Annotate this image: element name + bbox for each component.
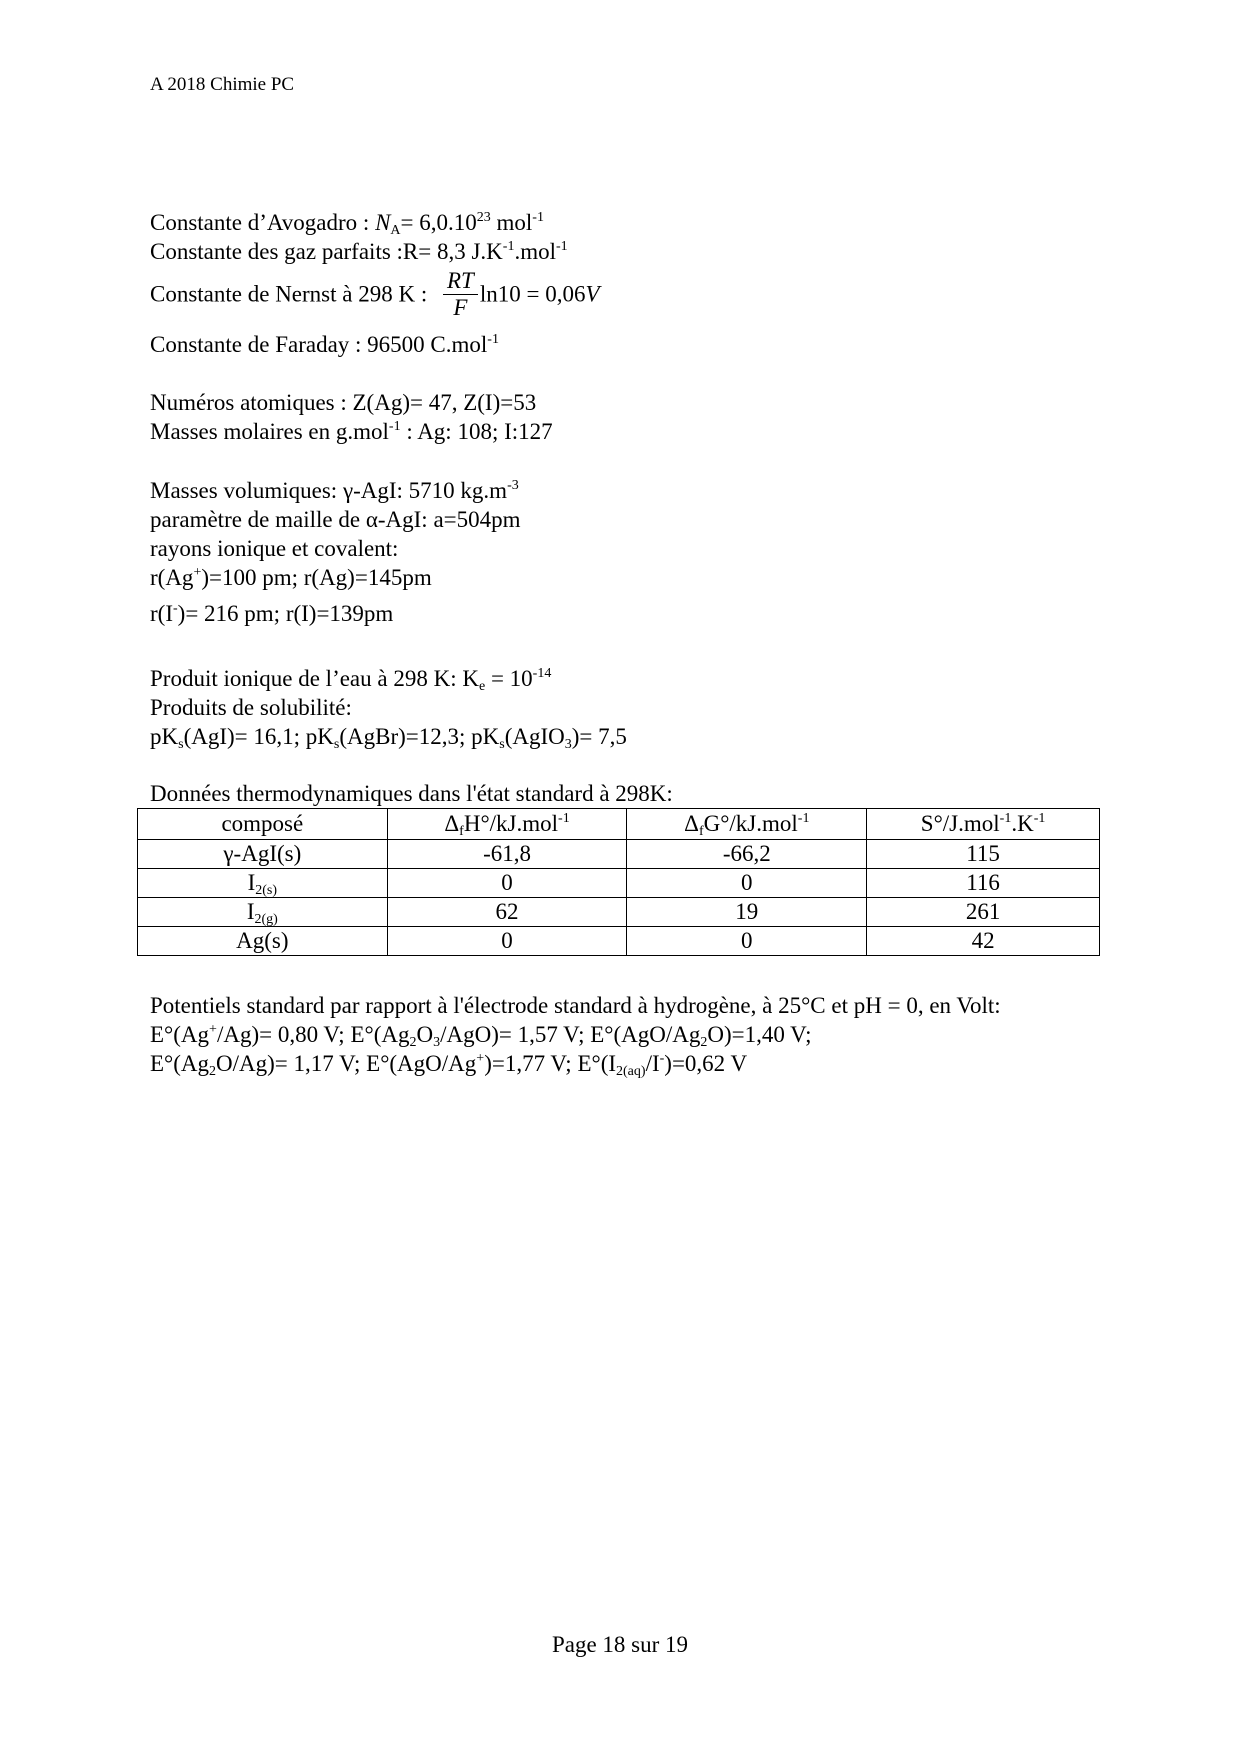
potentials-block (150, 991, 1001, 1078)
thermo-title: Données thermodynamiques dans l'état standard à 298K: (150, 781, 673, 806)
radii-i: r(I-)= 216 pm; r(I)=139pm (150, 601, 394, 626)
pks-values: $pK_s(AgI)= 16,1$; $pK_s(AgBr)=12,3$; $pK_s(AgIO_3)= 7,5$ (150, 724, 627, 752)
cell-gibbs: 0 (627, 869, 867, 898)
cell-entropy: 116 (867, 869, 1100, 898)
cell-enthalpy: 0 (387, 927, 627, 956)
atomic-block (150, 388, 553, 446)
constants-block (150, 208, 568, 266)
structure-block (150, 476, 521, 628)
potentials-title: Potentiels standard par rapport à l'électrode standard à hydrogène, à 25°C et pH = 0, en Volt: (150, 993, 1001, 1018)
table-row (138, 840, 1100, 869)
header-gibbs: $\Delta_fG^\circ/kJ.mol^{-1}$ (627, 809, 867, 840)
page-footer: Page 18 sur 19 (551, 1632, 689, 1657)
cell-enthalpy: 62 (387, 898, 627, 927)
cell-entropy: 115 (867, 840, 1100, 869)
avogadro-line: Constante d’Avogadro : $N_A= 6,0.10^{23}$ mol$^{-1}$ (150, 210, 544, 238)
table-row (138, 898, 1100, 927)
faraday-line: Constante de Faraday : 96500 C.mol$^{-1}$ (150, 332, 499, 357)
potentials-line-1: E°(Ag+/Ag)= 0,80 V; $E^\circ(Ag_2O_3/AgO)= 1,57$ V; $E^\circ(AgO/Ag_2O)=1,40$ V; (150, 1022, 812, 1050)
table-row (138, 927, 1100, 956)
solubility-block (150, 664, 627, 751)
header-enthalpy: $\Delta_fH^\circ/kJ.mol^{-1}$ (387, 809, 627, 840)
table-row (138, 869, 1100, 898)
solubility-title: Produits de solubilité: (150, 695, 352, 720)
lattice-line: paramètre de maille de α-AgI: a=504pm (150, 507, 521, 532)
gas-constant-line: Constante des gaz parfaits :R= 8,3 $J.K^{-1}.mol^{-1}$ (150, 239, 568, 264)
cell-enthalpy: -61,8 (387, 840, 627, 869)
cell-entropy: 261 (867, 898, 1100, 927)
cell-gibbs: 19 (627, 898, 867, 927)
cell-gibbs: 0 (627, 927, 867, 956)
potentials-line-2: $E^\circ(Ag_2O/Ag)= 1,17$ V; E°(AgO/Ag+)=1,77 V; $E^\circ(I_{2(aq)}/I^-)=0,62$ V (150, 1051, 748, 1079)
cell-gibbs: -66,2 (627, 840, 867, 869)
cell-entropy: 42 (867, 927, 1100, 956)
water-ionic-product: Produit ionique de l’eau à 298 K: $K_e = 10^{-14}$ (150, 666, 552, 694)
radii-ag: r(Ag+)=100 pm; r(Ag)=145pm (150, 565, 432, 590)
nernst-line: Constante de Nernst à 298 K : $\frac{RT}{F}$ ln10 = 0,06V (150, 268, 600, 320)
nernst-fraction: $\frac{RT}{F}$ (443, 268, 478, 321)
molar-masses: Masses molaires en g.mol$^{-1}$ : Ag: 108; I:127 (150, 419, 553, 444)
cell-compound: Ag(s) (138, 927, 388, 956)
radii-title: rayons ionique et covalent: (150, 536, 399, 561)
atomic-numbers: Numéros atomiques : Z(Ag)= 47, Z(I)=53 (150, 390, 537, 415)
thermo-table (137, 808, 1100, 956)
page-header: A 2018 Chimie PC (150, 74, 295, 95)
cell-compound: $I_{2(g)}$ (138, 898, 388, 927)
header-compound: composé (138, 809, 388, 840)
cell-enthalpy: 0 (387, 869, 627, 898)
header-entropy: $S^\circ/J.mol^{-1}.K^{-1}$ (867, 809, 1100, 840)
cell-compound: γ-AgI(s) (138, 840, 388, 869)
cell-compound: $I_{2(s)}$ (138, 869, 388, 898)
density-line: Masses volumiques: γ-AgI: 5710 $kg.m^{-3}$ (150, 478, 519, 503)
table-header-row (138, 809, 1100, 840)
